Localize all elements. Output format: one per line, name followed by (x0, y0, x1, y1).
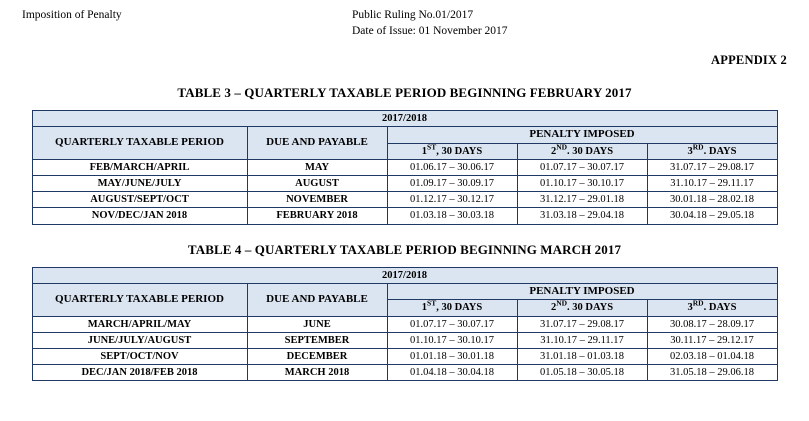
col-header-penalty-group: PENALTY IMPOSED (387, 283, 777, 300)
cell-due: AUGUST (247, 176, 387, 192)
col-header-period: QUARTERLY TAXABLE PERIOD (32, 127, 247, 160)
cell-penalty-2: 01.10.17 – 30.10.17 (517, 176, 647, 192)
cell-penalty-1: 01.07.17 – 30.07.17 (387, 316, 517, 332)
col-header-penalty-1: 1ST, 30 DAYS (387, 143, 517, 159)
cell-due: FEBRUARY 2018 (247, 208, 387, 224)
table-row (32, 111, 777, 127)
table-row (32, 160, 777, 176)
cell-due: MAY (247, 160, 387, 176)
cell-penalty-1: 01.12.17 – 30.12.17 (387, 192, 517, 208)
cell-penalty-1: 01.09.17 – 30.09.17 (387, 176, 517, 192)
appendix-label: APPENDIX 2 (711, 53, 787, 68)
cell-period: FEB/MARCH/APRIL (32, 160, 247, 176)
cell-period: MAY/JUNE/JULY (32, 176, 247, 192)
col-header-period: QUARTERLY TAXABLE PERIOD (32, 283, 247, 316)
table-row (32, 192, 777, 208)
cell-penalty-2: 31.12.17 – 29.01.18 (517, 192, 647, 208)
cell-penalty-2: 31.07.17 – 29.08.17 (517, 316, 647, 332)
year-label: 2017/2018 (32, 111, 777, 127)
col-header-penalty-2: 2ND. 30 DAYS (517, 143, 647, 159)
table-3 (32, 110, 778, 225)
cell-due: JUNE (247, 316, 387, 332)
cell-penalty-3: 30.11.17 – 29.12.17 (647, 332, 777, 348)
table-4 (32, 267, 778, 382)
table-row (32, 348, 777, 364)
cell-due: NOVEMBER (247, 192, 387, 208)
cell-penalty-3: 30.04.18 – 29.05.18 (647, 208, 777, 224)
cell-penalty-2: 31.03.18 – 29.04.18 (517, 208, 647, 224)
cell-penalty-3: 31.05.18 – 29.06.18 (647, 364, 777, 380)
year-label: 2017/2018 (32, 267, 777, 283)
col-header-penalty-3: 3RD. DAYS (647, 143, 777, 159)
table-row (32, 176, 777, 192)
table-row (32, 127, 777, 144)
cell-penalty-2: 01.05.18 – 30.05.18 (517, 364, 647, 380)
cell-penalty-3: 30.01.18 – 28.02.18 (647, 192, 777, 208)
col-header-due: DUE AND PAYABLE (247, 127, 387, 160)
table-4-title: TABLE 4 – QUARTERLY TAXABLE PERIOD BEGINNING MARCH 2017 (187, 241, 622, 257)
col-header-penalty-2: 2ND. 30 DAYS (517, 300, 647, 316)
cell-penalty-2: 01.07.17 – 30.07.17 (517, 160, 647, 176)
cell-period: AUGUST/SEPT/OCT (32, 192, 247, 208)
cell-due: SEPTEMBER (247, 332, 387, 348)
public-ruling-number: Public Ruling No.01/2017 (352, 9, 474, 21)
cell-due: MARCH 2018 (247, 364, 387, 380)
table-row (32, 283, 777, 300)
col-header-penalty-3: 3RD. DAYS (647, 300, 777, 316)
table-3-title: TABLE 3 – QUARTERLY TAXABLE PERIOD BEGINNING FEBRUARY 2017 (177, 85, 632, 101)
header-right-block (352, 8, 787, 39)
col-header-due: DUE AND PAYABLE (247, 283, 387, 316)
cell-period: MARCH/APRIL/MAY (32, 316, 247, 332)
table-row (32, 316, 777, 332)
cell-penalty-3: 31.10.17 – 29.11.17 (647, 176, 777, 192)
page-header (22, 8, 787, 39)
cell-penalty-2: 31.10.17 – 29.11.17 (517, 332, 647, 348)
cell-penalty-1: 01.06.17 – 30.06.17 (387, 160, 517, 176)
cell-penalty-3: 02.03.18 – 01.04.18 (647, 348, 777, 364)
cell-penalty-1: 01.01.18 – 30.01.18 (387, 348, 517, 364)
cell-penalty-3: 31.07.17 – 29.08.17 (647, 160, 777, 176)
header-left-title: Imposition of Penalty (22, 9, 122, 21)
cell-penalty-1: 01.04.18 – 30.04.18 (387, 364, 517, 380)
table-row (32, 267, 777, 283)
cell-penalty-2: 31.01.18 – 01.03.18 (517, 348, 647, 364)
cell-penalty-1: 01.03.18 – 30.03.18 (387, 208, 517, 224)
cell-period: DEC/JAN 2018/FEB 2018 (32, 364, 247, 380)
cell-period: NOV/DEC/JAN 2018 (32, 208, 247, 224)
cell-penalty-1: 01.10.17 – 30.10.17 (387, 332, 517, 348)
cell-period: JUNE/JULY/AUGUST (32, 332, 247, 348)
col-header-penalty-group: PENALTY IMPOSED (387, 127, 777, 144)
table-row (32, 332, 777, 348)
cell-penalty-3: 30.08.17 – 28.09.17 (647, 316, 777, 332)
date-of-issue: Date of Issue: 01 November 2017 (352, 24, 508, 37)
table-row (32, 364, 777, 380)
cell-period: SEPT/OCT/NOV (32, 348, 247, 364)
table-row (32, 208, 777, 224)
cell-due: DECEMBER (247, 348, 387, 364)
col-header-penalty-1: 1ST, 30 DAYS (387, 300, 517, 316)
